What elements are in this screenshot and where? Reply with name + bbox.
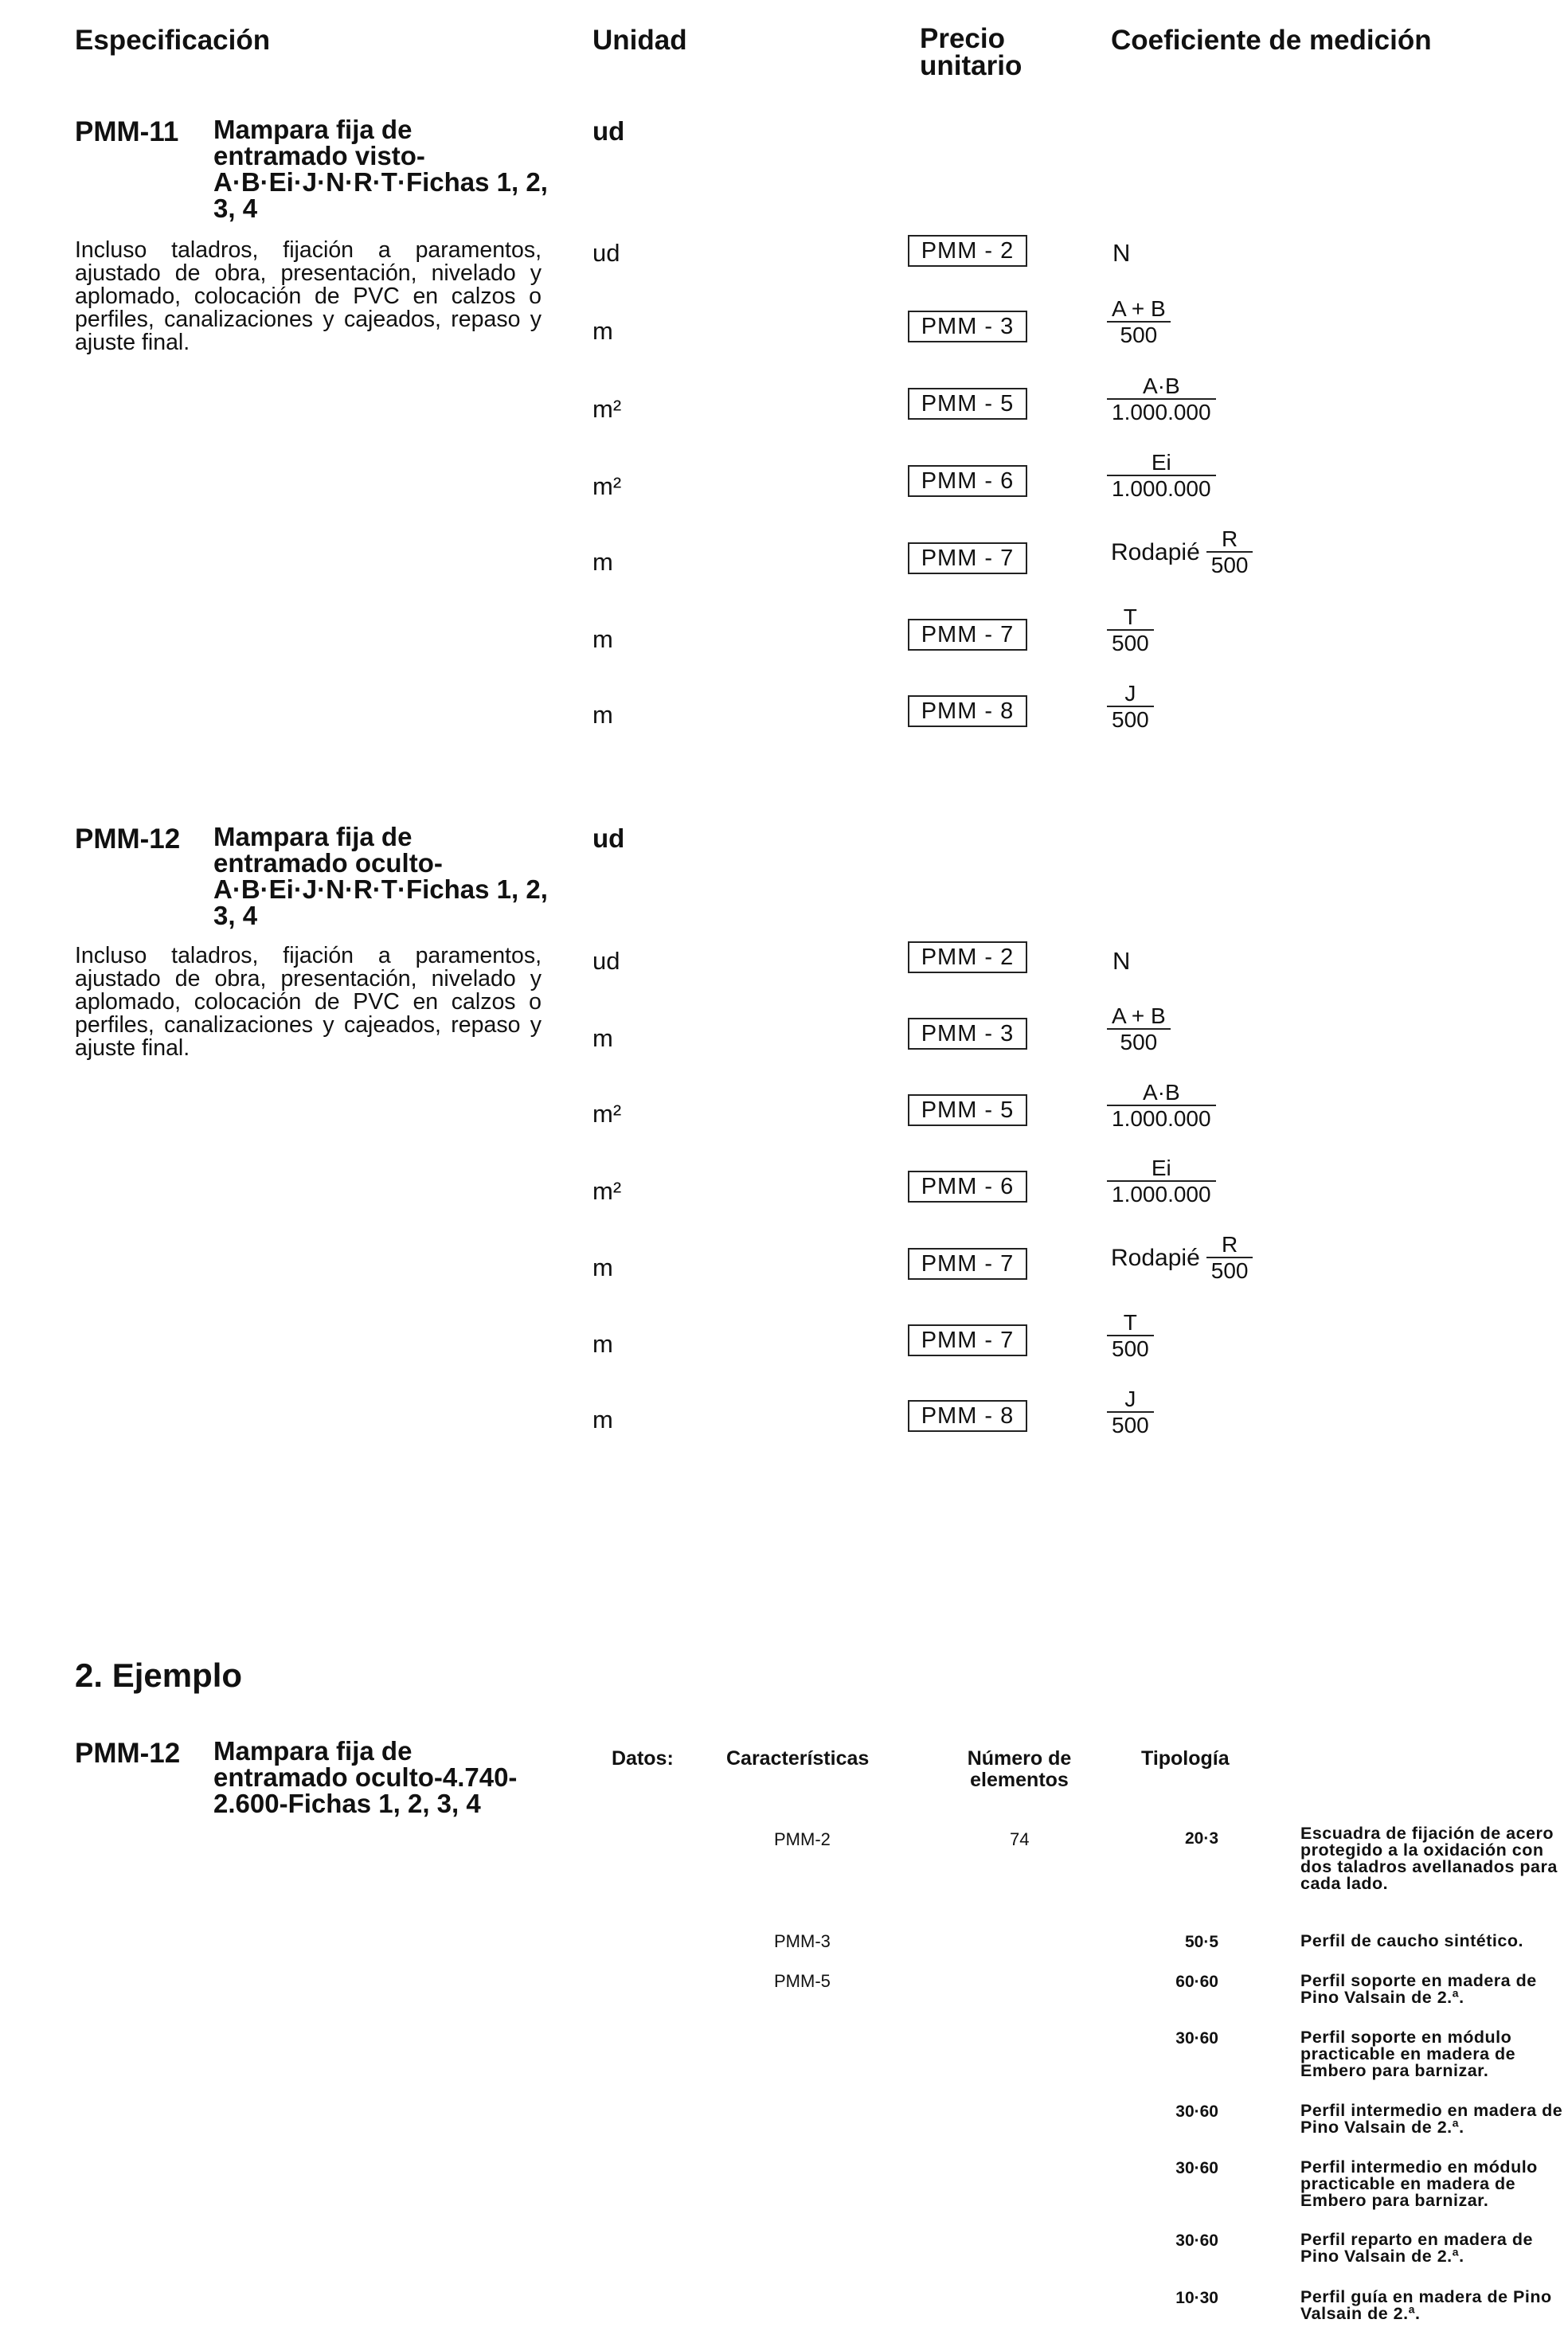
example-row-desc: Perfil intermedio en módulo practicable en madera de Embero para barnizar. — [1300, 2157, 1538, 2210]
item-code: PMM-11 — [75, 116, 179, 147]
row-unit: m — [592, 1330, 613, 1358]
example-row-num: 74 — [1010, 1829, 1030, 1849]
row-unit: m — [592, 701, 613, 729]
row-unit: m — [592, 625, 613, 653]
row-unit: ud — [592, 239, 620, 267]
header-unidad: Unidad — [592, 25, 687, 56]
price-box: PMM - 7 — [908, 1248, 1027, 1280]
price-box: PMM - 3 — [908, 1018, 1027, 1050]
item-description: Incluso taladros, fijación a paramentos, ajustado de obra, presentación, nivelado y aplomado, colocación de PVC en calzos o perfiles, canalizaciones y cajeados, repaso y ajuste final. — [75, 943, 542, 1061]
row-unit: m — [592, 1406, 613, 1434]
coef-fraction: $\frac{Ei}{1.000.000}$ — [1107, 1156, 1216, 1207]
coef-text: N — [1112, 947, 1131, 975]
example-row-desc: Perfil soporte en madera de Pino Valsain de 2.ª. — [1300, 1971, 1537, 2007]
example-row-tipo: 20·3 — [1184, 1829, 1218, 1848]
example-row-tipo: 50·5 — [1184, 1933, 1218, 1951]
coef-fraction: $\frac{Ei}{1.000.000}$ — [1107, 451, 1216, 502]
row-unit: m² — [592, 395, 622, 423]
example-row-tipo: 30·60 — [1175, 2029, 1218, 2048]
coef-rodapie — [1111, 527, 1253, 578]
price-box: PMM - 7 — [908, 542, 1027, 574]
coef-text: N — [1112, 239, 1131, 267]
example-row-car: PMM-5 — [774, 1971, 831, 1991]
price-box: PMM - 2 — [908, 235, 1027, 267]
coef-fraction: $\frac{T}{500}$ — [1107, 605, 1154, 656]
coef-fraction: $\frac{R}{500}$ — [1206, 1233, 1253, 1284]
price-box: PMM - 2 — [908, 941, 1027, 973]
price-box: PMM - 7 — [908, 619, 1027, 651]
example-row-tipo: 30·60 — [1175, 2159, 1218, 2177]
row-unit: m — [592, 317, 613, 345]
header-especificacion: Especificación — [75, 25, 271, 56]
coef-fraction: $\frac{J}{500}$ — [1107, 1387, 1154, 1438]
header-precio-unitario: Precio unitario — [920, 23, 1023, 81]
example-row-desc: Perfil guía en madera de Pino Valsain de 2.ª. — [1300, 2287, 1552, 2323]
rodapie-label: Rodapié — [1111, 539, 1200, 565]
example-row-desc: Perfil intermedio en madera de Pino Valsain de 2.ª. — [1300, 2101, 1563, 2137]
row-unit: ud — [592, 947, 620, 975]
example-row-car: PMM-3 — [774, 1931, 831, 1951]
row-unit: m² — [592, 472, 622, 500]
coef-fraction: $\frac{A + B}{500}$ — [1107, 1004, 1171, 1055]
rodapie-label: Rodapié — [1111, 1245, 1200, 1271]
row-unit: m² — [592, 1177, 622, 1205]
example-datos-label: Datos: — [612, 1747, 674, 1770]
example-row-desc: Perfil soporte en módulo practicable en madera de Embero para barnizar. — [1300, 2028, 1516, 2080]
item-unit: ud — [592, 116, 625, 146]
example-row-tipo: 30·60 — [1175, 2231, 1218, 2250]
example-row-tipo: 60·60 — [1175, 1973, 1218, 1991]
coef-fraction: $\frac{A\cdot B}{1.000.000}$ — [1107, 374, 1216, 425]
example-row-car: PMM-2 — [774, 1829, 831, 1849]
price-box: PMM - 5 — [908, 1094, 1027, 1126]
price-box: PMM - 8 — [908, 1400, 1027, 1432]
row-unit: m² — [592, 1100, 622, 1128]
price-box: PMM - 7 — [908, 1324, 1027, 1356]
price-box: PMM - 3 — [908, 311, 1027, 342]
item-title: Mampara fija de entramado visto-A·B·Ei·J·N·R·T·Fichas 1, 2, 3, 4 — [213, 115, 548, 223]
header-coeficiente: Coeficiente de medición — [1111, 25, 1432, 56]
row-unit: m — [592, 1254, 613, 1281]
item-description: Incluso taladros, fijación a paramentos, ajustado de obra, presentación, nivelado y aplomado, colocación de PVC en calzos o perfiles, canalizaciones y cajeados, repaso y ajuste final. — [75, 237, 542, 355]
example-row-desc: Perfil de caucho sintético. — [1300, 1931, 1523, 1950]
row-unit: m — [592, 548, 613, 576]
example-row-desc: Escuadra de fijación de acero protegido a la oxidación con dos taladros avellanados para cada lado. — [1300, 1824, 1558, 1893]
coef-fraction: $\frac{J}{500}$ — [1107, 682, 1154, 733]
price-box: PMM - 5 — [908, 388, 1027, 420]
coef-fraction: $\frac{R}{500}$ — [1206, 527, 1253, 578]
example-col-caracteristicas: Características — [726, 1747, 870, 1770]
example-col-numero: Número de elementos — [967, 1747, 1072, 1791]
section-heading: 2. Ejemplo — [75, 1656, 243, 1694]
example-row-tipo: 10·30 — [1175, 2289, 1218, 2307]
item-title: Mampara fija de entramado oculto-A·B·Ei·J·N·R·T·Fichas 1, 2, 3, 4 — [213, 822, 548, 930]
coef-rodapie — [1111, 1233, 1253, 1284]
example-code: PMM-12 — [75, 1738, 181, 1769]
item-code: PMM-12 — [75, 823, 181, 855]
price-box: PMM - 8 — [908, 695, 1027, 727]
coef-fraction: $\frac{A + B}{500}$ — [1107, 297, 1171, 348]
price-box: PMM - 6 — [908, 465, 1027, 497]
example-title: Mampara fija de entramado oculto-4.740-2.600-Fichas 1, 2, 3, 4 — [213, 1736, 518, 1818]
row-unit: m — [592, 1024, 613, 1052]
example-col-tipologia: Tipología — [1141, 1747, 1230, 1770]
item-unit: ud — [592, 823, 625, 853]
coef-fraction: $\frac{T}{500}$ — [1107, 1311, 1154, 1362]
example-row-desc: Perfil reparto en madera de Pino Valsain de 2.ª. — [1300, 2230, 1533, 2266]
example-row-tipo: 30·60 — [1175, 2102, 1218, 2121]
price-box: PMM - 6 — [908, 1171, 1027, 1203]
coef-fraction: $\frac{A\cdot B}{1.000.000}$ — [1107, 1081, 1216, 1132]
